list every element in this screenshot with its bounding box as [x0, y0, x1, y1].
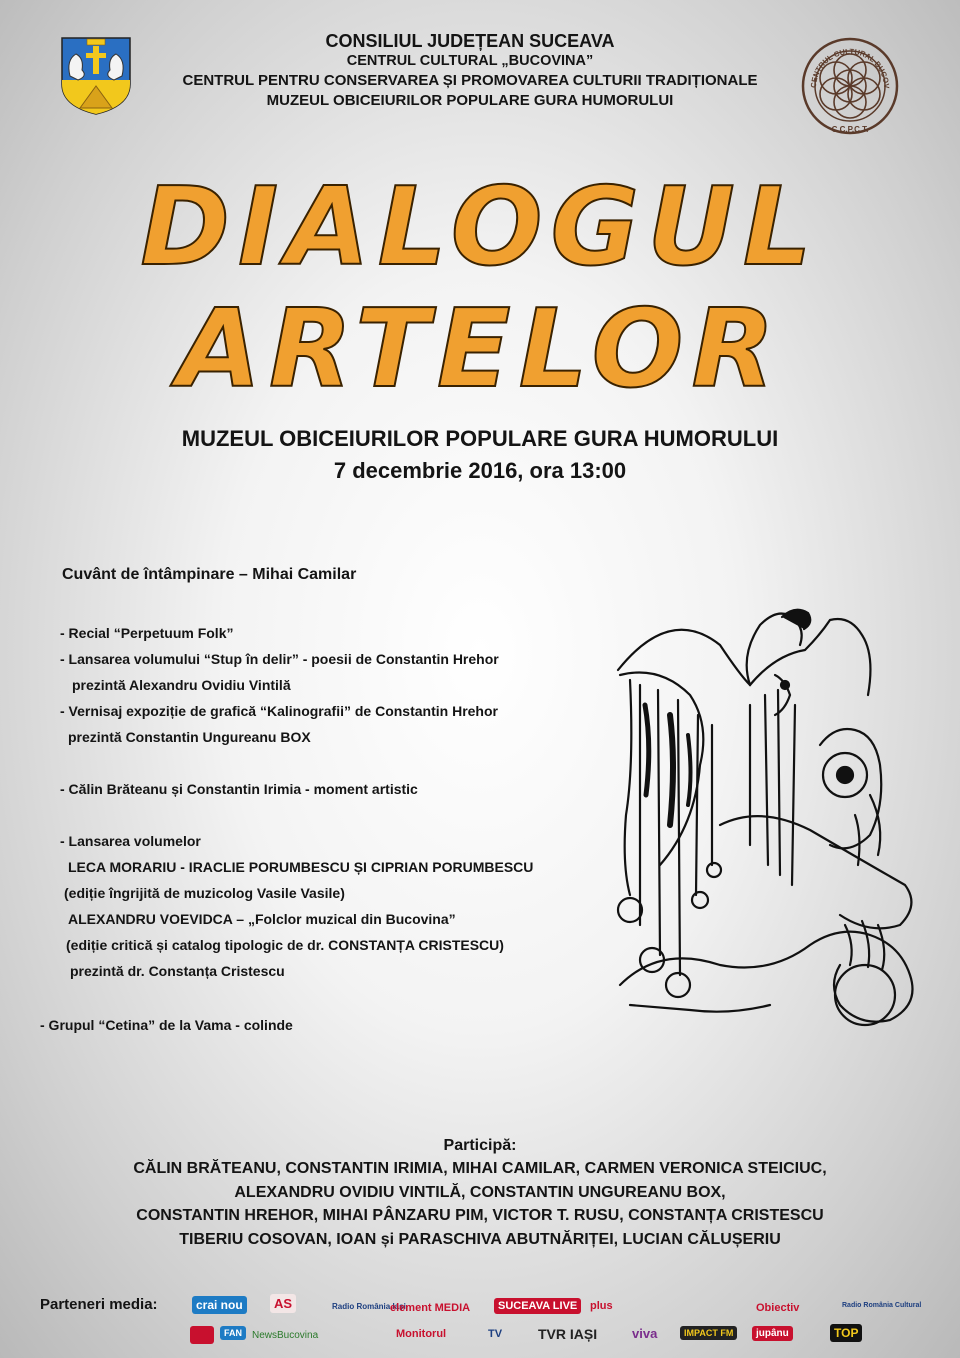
media-logo-monitorul: Monitorul: [396, 1328, 447, 1340]
media-logo-crai-nou: crai nou: [192, 1296, 247, 1314]
program-item: - Vernisaj expoziție de grafică “Kalinografii” de Constantin Hrehor: [60, 703, 498, 719]
media-logo-radio-iasi: Radio România Iași: [332, 1302, 406, 1311]
participants-line: CĂLIN BRĂTEANU, CONSTANTIN IRIMIA, MIHAI CAMILAR, CARMEN VERONICA STEICIUC,: [133, 1160, 827, 1177]
media-logo-red-badge: [190, 1326, 214, 1344]
media-logo-tvr-iasi: TVR IAȘI: [538, 1326, 598, 1342]
program-item: prezintă Constantin Ungureanu BOX: [68, 729, 311, 745]
venue-place: MUZEUL OBICEIURILOR POPULARE GURA HUMORULUI: [181, 426, 779, 451]
participants-line: CONSTANTIN HREHOR, MIHAI PÂNZARU PIM, VICTOR T. RUSU, CONSTANȚA CRISTESCU: [136, 1207, 824, 1224]
program-item: (ediție îngrijită de muzicolog Vasile Vasile): [64, 885, 345, 901]
program-item: - Grupul “Cetina” de la Vama - colinde: [40, 1017, 293, 1033]
media-logo-radio-cultural: Radio România Cultural: [842, 1302, 922, 1309]
participants-line: ALEXANDRU OVIDIU VINTILĂ, CONSTANTIN UNGUREANU BOX,: [234, 1183, 726, 1201]
media-logo-tv: TV: [488, 1328, 503, 1340]
media-partners-label: Parteneri media:: [40, 1296, 158, 1313]
program-item: LECA MORARIU - IRACLIE PORUMBESCU ȘI CIPRIAN PORUMBESCU: [68, 859, 534, 875]
kalinografii-illustration: [600, 565, 940, 1030]
county-coat-of-arms: [60, 36, 132, 116]
program-item: ALEXANDRU VOEVIDCA – „Folclor muzical din Bucovina”: [68, 911, 456, 927]
media-logo-jupanu: jupânu: [752, 1326, 793, 1341]
program-item: - Recial “Perpetuum Folk”: [60, 625, 234, 641]
welcome-speech: Cuvânt de întâmpinare – Mihai Camilar: [62, 566, 357, 583]
media-logo-fan: FAN: [220, 1326, 246, 1340]
media-logo-suceava-live: SUCEAVA LIVE: [494, 1298, 581, 1314]
seal-text: CENTRUL CULTURAL BUCOV: [808, 46, 892, 89]
program-item: prezintă Alexandru Ovidiu Vintilă: [72, 677, 291, 693]
venue-block: [0, 423, 960, 487]
venue-date: 7 decembrie 2016, ora 13:00: [333, 458, 627, 483]
media-logo-top: TOP: [830, 1324, 862, 1342]
header-museum: MUZEUL OBICEIURILOR POPULARE GURA HUMORULUI: [266, 92, 674, 109]
event-title-line-1: DIALOGUL: [140, 165, 820, 290]
cultural-center-seal: [800, 36, 900, 136]
header-conservation-center: CENTRUL PENTRU CONSERVAREA ȘI PROMOVAREA CULTURII TRADIȚIONALE: [182, 72, 758, 89]
media-logo-newsbucovina: NewsBucovina: [252, 1330, 319, 1341]
media-logo-obiectiv: Obiectiv: [756, 1302, 800, 1314]
program-item: - Lansarea volumelor: [60, 833, 201, 849]
participants-block: [0, 1135, 960, 1251]
program-item: - Călin Brăteanu și Constantin Irimia - moment artistic: [60, 781, 418, 797]
program-item: prezintă dr. Constanța Cristescu: [70, 963, 285, 979]
program-item: - Lansarea volumului “Stup în delir” - poesii de Constantin Hrehor: [60, 651, 499, 667]
event-title-line-2: ARTELOR: [177, 287, 783, 412]
media-logo-viva: viva: [632, 1326, 658, 1341]
media-logo-impact-fm: IMPACT FM: [680, 1326, 737, 1340]
media-logo-as: AS: [270, 1294, 296, 1313]
header-institutions: [140, 31, 800, 111]
header-county-council: CONSILIUL JUDEȚEAN SUCEAVA: [325, 31, 615, 51]
seal-abbreviation: C.C.P.C.T.: [831, 125, 869, 134]
participants-label: Participă:: [443, 1137, 517, 1154]
program-item: (ediție critică și catalog tipologic de dr. CONSTANȚA CRISTESCU): [66, 937, 504, 953]
participants-line: TIBERIU COSOVAN, IOAN și PARASCHIVA ABUTNĂRIȚEI, LUCIAN CĂLUȘERIU: [179, 1230, 781, 1248]
header-cultural-center: CENTRUL CULTURAL „BUCOVINA”: [346, 53, 594, 69]
media-logo-tv-plus: plus: [590, 1300, 613, 1312]
media-logo-element-media: element MEDIA: [390, 1302, 471, 1314]
